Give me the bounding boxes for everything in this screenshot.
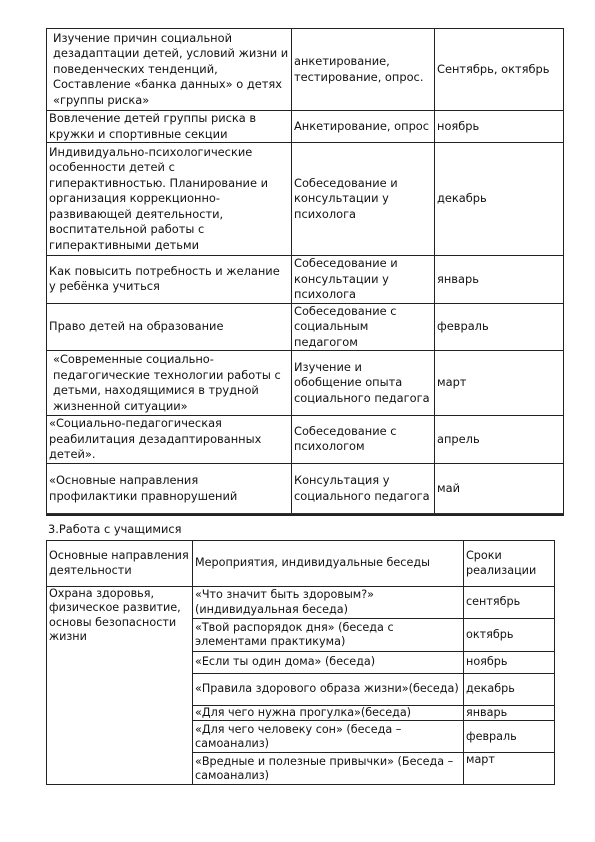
date-cell: январь: [464, 706, 555, 721]
date-cell: декабрь: [464, 674, 555, 706]
form-cell: Анкетирование, опрос: [292, 111, 435, 143]
table-row: [47, 303, 564, 351]
table-row: [47, 416, 564, 464]
date-cell: октябрь: [464, 619, 555, 652]
header-direction: Основные направления деятельности: [47, 541, 193, 587]
form-cell: Собеседование с психологом: [292, 416, 435, 464]
date-cell: май: [435, 463, 564, 515]
table-row: [47, 463, 564, 515]
date-cell: январь: [435, 256, 564, 304]
form-cell: Собеседование и консультации у психолога: [292, 143, 435, 256]
table-row: [47, 29, 564, 111]
table-row: [47, 143, 564, 256]
topic-cell: Изучение причин социальной дезадаптации детей, условий жизни и поведенческих тенденций, Составление «банка данных» о детях «группы риска»: [47, 29, 292, 111]
direction-cell: Охрана здоровья, физическое развитие, основы безопасности жизни: [47, 587, 193, 785]
work-plan-table: [46, 28, 564, 516]
date-cell: Сентябрь, октябрь: [435, 29, 564, 111]
date-cell: февраль: [435, 303, 564, 351]
topic-cell: «Основные направления профилактики правнорушений: [47, 463, 292, 515]
table-row: [47, 256, 564, 304]
form-cell: Собеседование и консультации у психолога: [292, 256, 435, 304]
date-cell: апрель: [435, 416, 564, 464]
event-cell: «Вредные и полезные привычки» (Беседа – самоанализ): [193, 753, 464, 785]
table-row: [47, 351, 564, 416]
topic-cell: Вовлечение детей группы риска в кружки и спортивные секции: [47, 111, 292, 143]
topic-cell: Как повысить потребность и желание у ребёнка учиться: [47, 256, 292, 304]
student-work-table: [46, 540, 555, 785]
date-cell: февраль: [464, 721, 555, 753]
date-cell: ноябрь: [435, 111, 564, 143]
event-cell: «Для чего человеку сон» (беседа – самоанализ): [193, 721, 464, 753]
topic-cell: «Современные социально-педагогические технологии работы с детьми, находящимися в трудной жизненной ситуации»: [47, 351, 292, 416]
form-cell: Собеседование с социальным педагогом: [292, 303, 435, 351]
event-cell: «Для чего нужна прогулка»(беседа): [193, 706, 464, 721]
topic-cell: Индивидуально-психологические особенности детей с гиперактивностью. Планирование и организация коррекционно-развивающей деятельности, воспитательной работы с гиперактивными детьми: [47, 143, 292, 256]
form-cell: Изучение и обобщение опыта социального педагога: [292, 351, 435, 416]
date-cell: март: [435, 351, 564, 416]
event-cell: «Если ты один дома» (беседа): [193, 652, 464, 674]
event-cell: «Что значит быть здоровым?» (индивидуальная беседа): [193, 587, 464, 619]
table-row: [47, 587, 555, 619]
form-cell: анкетирование, тестирование, опрос.: [292, 29, 435, 111]
table-row: [47, 111, 564, 143]
section-divider: [46, 513, 563, 514]
topic-cell: «Социально-педагогическая реабилитация дезадаптированных детей».: [47, 416, 292, 464]
topic-cell: Право детей на образование: [47, 303, 292, 351]
event-cell: «Правила здорового образа жизни»(беседа): [193, 674, 464, 706]
header-events: Мероприятия, индивидуальные беседы: [193, 541, 464, 587]
date-cell: сентябрь: [464, 587, 555, 619]
header-dates: Сроки реализации: [464, 541, 555, 587]
section-title: 3.Работа с учащимися: [48, 522, 182, 536]
form-cell: Консультация у социального педагога: [292, 463, 435, 515]
event-cell: «Твой распорядок дня» (беседа с элементами практикума): [193, 619, 464, 652]
date-cell: декабрь: [435, 143, 564, 256]
date-cell: март: [464, 753, 555, 785]
date-cell: ноябрь: [464, 652, 555, 674]
header-row: [47, 541, 555, 587]
